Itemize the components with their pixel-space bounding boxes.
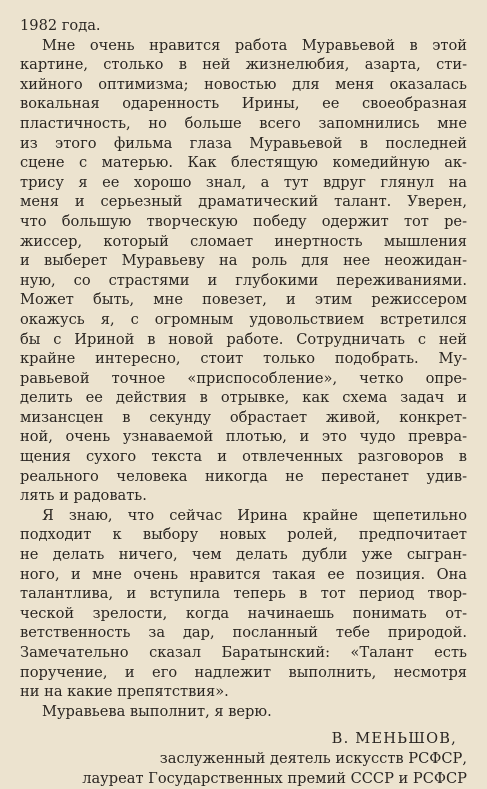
author-award: лауреат Государственных премий СССР и РСФСР (82, 770, 467, 788)
text-line: Может быть, мне повезет, и этим режиссером (20, 291, 467, 309)
lead-line: 1982 года. (20, 17, 101, 34)
text-line: ветственность за дар, посланный тебе природой. (20, 624, 467, 642)
text-line: крайне интересно, стоит только подобрать. Му- (20, 350, 467, 368)
text-line: сцене с матерью. Как блестящую комедийную ак- (20, 154, 467, 172)
author-signature (20, 729, 467, 789)
text-line: жиссер, который сломает инертность мышления (20, 232, 467, 250)
text-line: Я знаю, что сейчас Ирина крайне щепетильно (42, 506, 467, 524)
author-name: В. МЕНЬШОВ, (331, 730, 457, 748)
text-line: бы с Ириной в новой работе. Сотрудничать с ней (20, 330, 467, 348)
text-line: окажусь я, с огромным удовольствием встретился (20, 310, 467, 328)
text-line: Замечательно сказал Баратынский: «Талант есть (20, 644, 467, 661)
paragraph-3 (20, 702, 467, 722)
text-line: из этого фильма глаза Муравьевой в последней (20, 134, 467, 152)
text-line: подходит к выбору новых ролей, предпочитает (20, 526, 467, 544)
text-line: мизансцен в секунду обрастает живой, конкрет- (20, 408, 467, 426)
text-line: Мне очень нравится работа Муравьевой в этой (42, 36, 467, 54)
text-line: картине, столько в ней жизнелюбия, азарта, сти- (20, 56, 467, 74)
text-line: меня и серьезный драматический талант. Уверен, (20, 193, 467, 211)
text-line: и выберет Муравьеву на роль для нее неожидан- (20, 252, 467, 270)
text-line: ную, со страстями и глубокими переживаниями. (20, 271, 467, 289)
paragraph-2 (20, 506, 467, 702)
text-line: ной, очень узнаваемой плотью, и это чудо превра- (20, 428, 467, 446)
text-line: что большую творческую победу одержит тот ре- (20, 212, 467, 230)
author-title: заслуженный деятель искусств РСФСР, (159, 750, 467, 768)
text-line: равьевой точное «приспособление», четко опре- (20, 369, 467, 387)
text-line: вокальная одаренность Ирины, ее своеобразная (20, 95, 467, 113)
text-line: трису я ее хорошо знал, а тут вдруг глянул на (20, 173, 467, 191)
text-line: лять и радовать. (20, 487, 147, 505)
text-line: пластичность, но больше всего запомнились мне (20, 114, 467, 132)
text-line: талантлива, и вступила теперь в тот период твор- (20, 585, 467, 603)
text-line: ни на какие препятствия». (20, 683, 229, 701)
text-line: поручение, и его надлежит выполнить, несмотря (20, 663, 467, 681)
text-line: ческой зрелости, когда начинаешь понимать от- (20, 604, 467, 622)
text-line: не делать ничего, чем делать дубли уже сыгран- (20, 546, 467, 564)
text-line: хийного оптимизма; новостью для меня оказалась (20, 75, 467, 93)
text-line: Муравьева выполнит, я верю. (42, 702, 272, 720)
text-line: ного, и мне очень нравится такая ее позиция. Она (20, 565, 467, 583)
text-line: щения сухого текста и отвлеченных разговоров в (20, 448, 467, 466)
text-line: реального человека никогда не перестанет удив- (20, 467, 467, 485)
text-line: делить ее действия в отрывке, как схема задач и (20, 389, 467, 407)
paragraph-1 (20, 36, 467, 506)
article-body (20, 16, 467, 721)
